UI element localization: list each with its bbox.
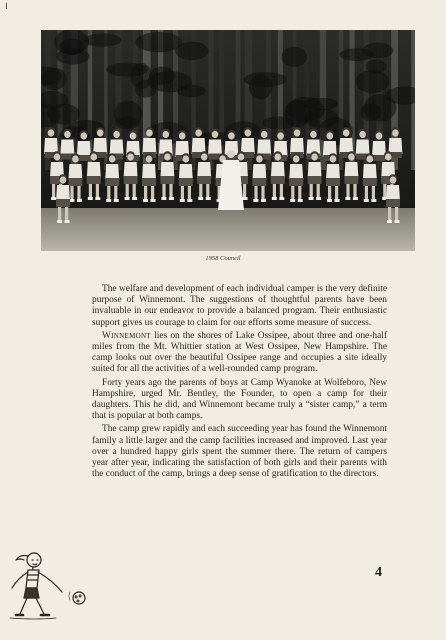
paragraph-3: [92, 378, 387, 423]
foliage: [84, 33, 121, 46]
council-photo-image: [41, 30, 415, 251]
foliage: [56, 48, 90, 64]
foliage: [362, 43, 393, 59]
page-corner-mark: [6, 3, 7, 9]
foliage: [42, 68, 67, 91]
paragraph-2-text: lies on the shores of Lake Ossipee, about three and one-half miles from the Mt. Whittier station at West Ossipee, New Hampshire. The camp looks out over the beautiful Ossipee range and occupies a site ideally suited for all the activities of a well-rounded camp program.: [92, 330, 387, 375]
paragraph-2-lead: Winnemont: [102, 330, 151, 341]
foliage: [305, 109, 339, 128]
foliage: [114, 101, 143, 128]
paragraph-1: [92, 284, 387, 329]
paragraph-4-text: The camp grew rapidly and each succeeding year has found the Winnemont family a little larger and the camp facilities increased and improved. Last year over a hundred happy girls spent the summer there. The return of campers year after year, indicating the satisfaction of both girls and their parents with the conduct of the camp, brings a deep sense of gratification to the directors.: [92, 424, 387, 480]
photo-caption: 1958 Council: [205, 255, 241, 262]
foliage: [135, 32, 182, 52]
foliage: [281, 47, 307, 67]
foliage: [262, 116, 294, 129]
girl-bowling-sketch-icon: [6, 548, 96, 630]
page-number: 4: [375, 565, 382, 580]
paragraph-1-text: The welfare and development of each individual camper is the very definite purpose of Winnemont. The suggestions of thoughtful parents have been invaluable in our endeavor to provide a balanced program. Their enthusiastic support gives us courage to claim for our efforts some measure of success.: [92, 284, 387, 328]
foliage: [360, 103, 381, 121]
paragraph-3-text: Forty years ago the parents of boys at Camp Wyanoke at Wolfeboro, New Hampshire, urged Mr. Bentley, the Founder, to open a camp for their daughters. This he did, and Winnemont became truly a “sister camp,” a term that is popular at both camps.: [92, 377, 387, 422]
paragraph-2: [92, 331, 387, 376]
council-photo: [41, 30, 415, 251]
body-text: [92, 284, 387, 482]
foliage: [355, 70, 389, 93]
foliage: [243, 72, 286, 87]
foliage: [47, 104, 80, 125]
foliage: [177, 85, 206, 97]
paragraph-4: [92, 424, 387, 480]
